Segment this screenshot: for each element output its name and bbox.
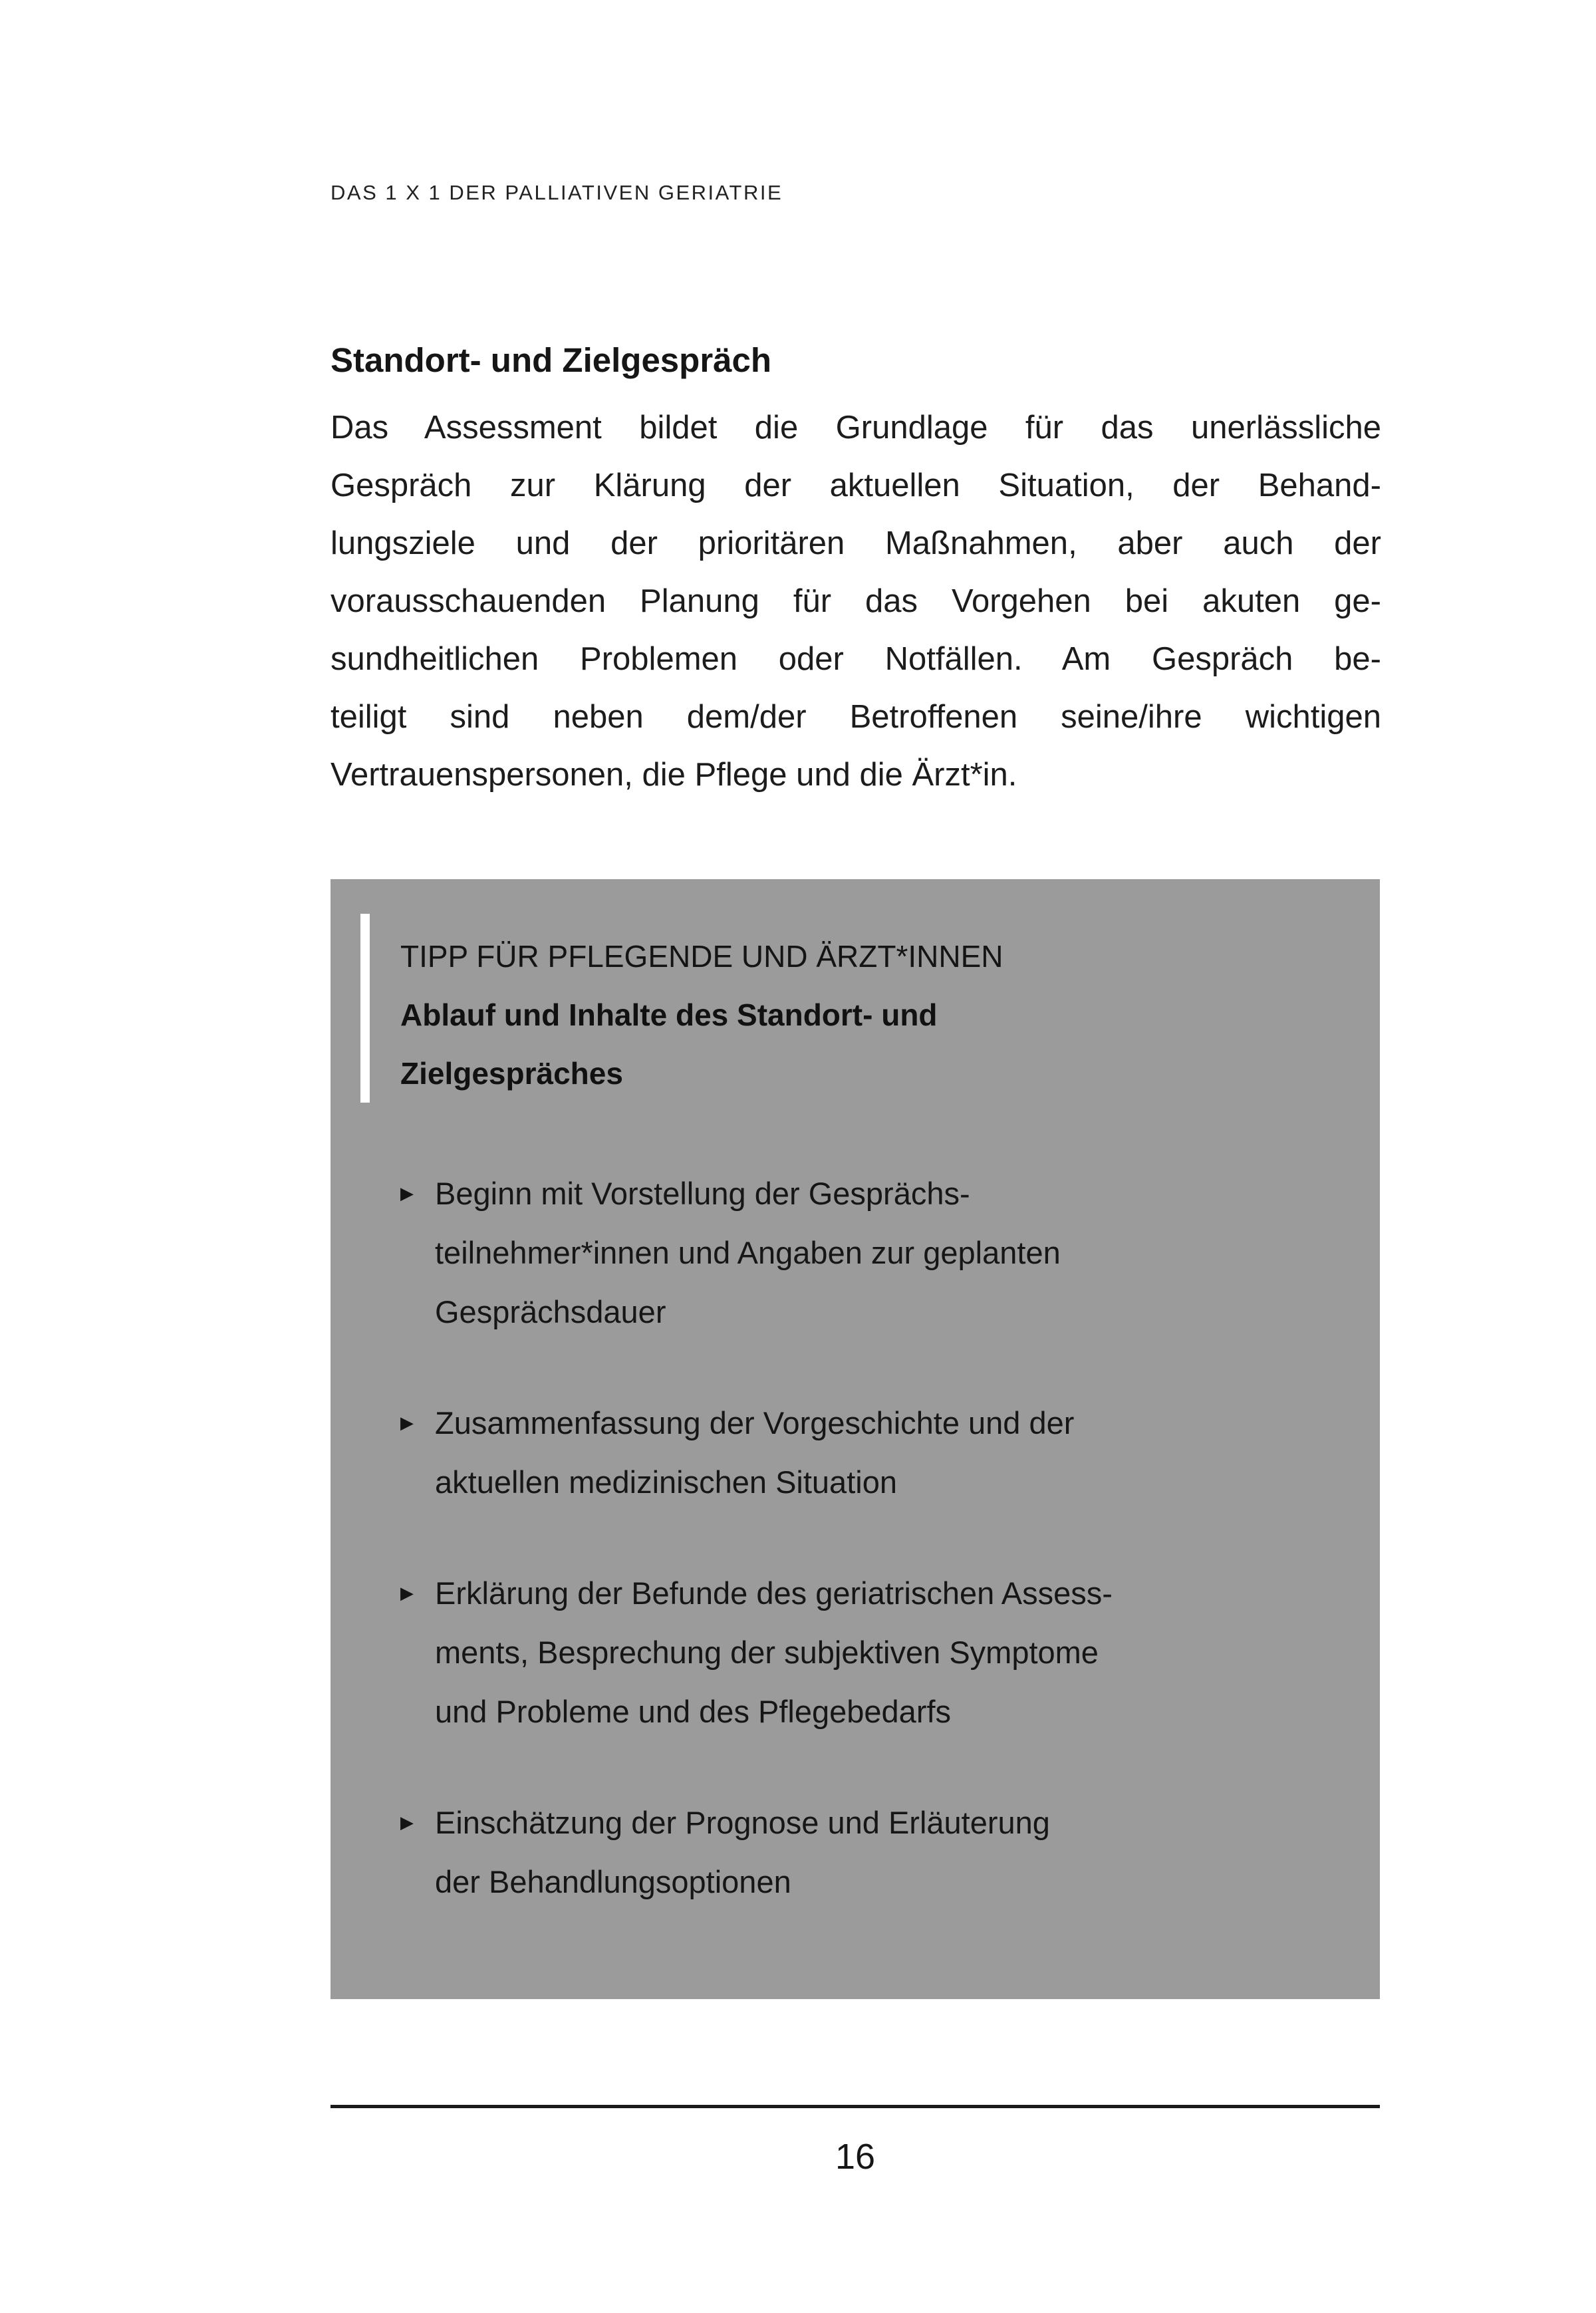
triangle-bullet-icon: ▶	[400, 1812, 414, 1832]
tip-title-line: Zielgespräches	[400, 1056, 623, 1091]
body-line: Das Assessment bildet die Grundlage für das unerlässliche	[331, 410, 1381, 446]
section-title: Standort- und Zielgespräch	[331, 341, 772, 379]
bullet-line: Beginn mit Vorstellung der Gesprächs-	[435, 1176, 970, 1211]
bullet-line: Erklärung der Befunde des geriatrischen Assess-	[435, 1575, 1113, 1611]
bullet-line: und Probleme und des Pflegebedarfs	[435, 1694, 952, 1729]
bullet-text	[435, 1564, 1113, 1741]
bullet-text	[435, 1393, 1074, 1512]
bullet-text	[435, 1793, 1050, 1911]
triangle-bullet-icon: ▶	[400, 1583, 414, 1603]
body-paragraph	[331, 399, 1381, 804]
body-line: Vertrauenspersonen, die Pflege und die Ärzt*in.	[331, 757, 1017, 793]
body-line: sundheitlichen Problemen oder Notfällen. Am Gespräch be-	[331, 641, 1381, 677]
page-number: 16	[835, 2137, 876, 2177]
tip-title	[400, 986, 1327, 1103]
tip-accent-bar	[360, 914, 370, 1103]
bullet-line: Einschätzung der Prognose und Erläuterung	[435, 1805, 1050, 1840]
list-item	[400, 1793, 1327, 1911]
bullet-line: der Behandlungsoptionen	[435, 1864, 791, 1899]
tip-bullet-list	[400, 1164, 1327, 1911]
tip-title-line: Ablauf und Inhalte des Standort- und	[400, 998, 938, 1032]
list-item	[400, 1164, 1327, 1341]
bullet-line: Gesprächsdauer	[435, 1294, 666, 1329]
list-item	[400, 1564, 1327, 1741]
footer-divider	[331, 2105, 1380, 2108]
body-line: lungsziele und der prioritären Maßnahmen, aber auch der	[331, 525, 1381, 561]
bullet-text	[435, 1164, 1061, 1341]
list-item	[400, 1393, 1327, 1512]
body-line: teiligt sind neben dem/der Betroffenen seine/ihre wichtigen	[331, 699, 1381, 735]
tip-kicker: TIPP FÜR PFLEGENDE UND ÄRZT*INNEN	[400, 939, 1003, 974]
tip-box	[331, 879, 1380, 1999]
triangle-bullet-icon: ▶	[400, 1413, 414, 1432]
running-header: DAS 1 X 1 DER PALLIATIVEN GERIATRIE	[331, 181, 783, 204]
bullet-line: ments, Besprechung der subjektiven Symptome	[435, 1635, 1099, 1670]
body-line: vorausschauenden Planung für das Vorgehen bei akuten ge-	[331, 583, 1381, 619]
bullet-line: teilnehmer*innen und Angaben zur geplanten	[435, 1235, 1061, 1270]
body-line: Gespräch zur Klärung der aktuellen Situation, der Behand-	[331, 468, 1381, 503]
bullet-line: aktuellen medizinischen Situation	[435, 1464, 897, 1500]
triangle-bullet-icon: ▶	[400, 1183, 414, 1203]
bullet-line: Zusammenfassung der Vorgeschichte und der	[435, 1405, 1075, 1440]
